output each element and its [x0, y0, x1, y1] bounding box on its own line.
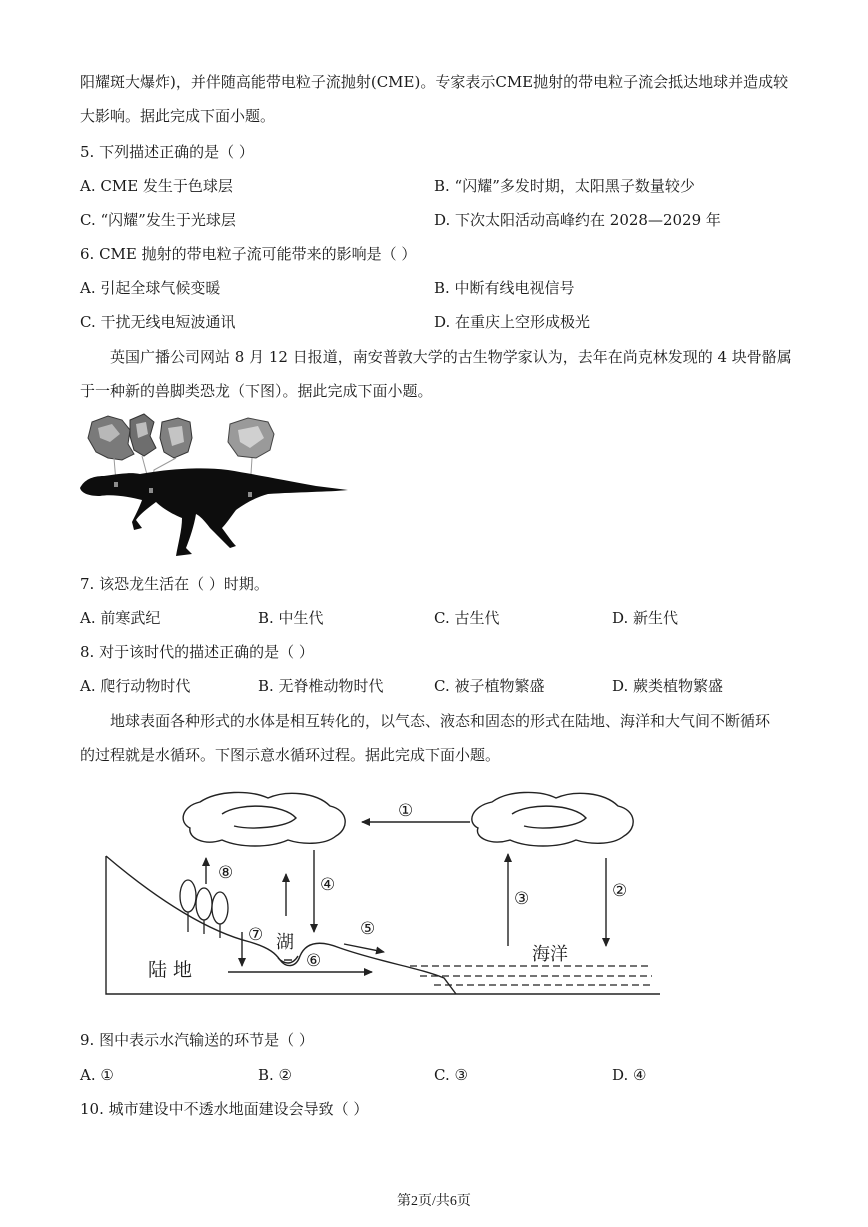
question-5-option-d[interactable]: D. 下次太阳活动高峰约在 2028—2029 年 — [434, 211, 721, 229]
dinosaur-silhouette — [80, 468, 348, 556]
question-7-option-b[interactable]: B. 中生代 — [258, 609, 324, 627]
question-5-option-c[interactable]: C. “闪耀”发生于光球层 — [80, 211, 236, 229]
question-7-option-c[interactable]: C. 古生代 — [434, 609, 500, 627]
label-ocean: 海洋 — [532, 944, 568, 965]
label-4: ④ — [320, 875, 336, 895]
passage-dino-line-1: 英国广播公司网站 8 月 12 日报道，南安普敦大学的古生物学家认为，去年在尚克林发现的 4 块骨骼属 — [110, 348, 792, 366]
label-land: 陆 地 — [148, 959, 193, 981]
label-1: ① — [398, 801, 414, 821]
label-6: ⑥ — [306, 951, 322, 971]
passage-dino-line-2: 于一种新的兽脚类恐龙（下图）。据此完成下面小题。 — [80, 382, 433, 400]
question-5-stem: 5. 下列描述正确的是（ ） — [80, 143, 254, 161]
passage-water-line-2: 的过程就是水循环。下图示意水循环过程。据此完成下面小题。 — [80, 746, 501, 764]
dinosaur-figure — [78, 408, 353, 560]
label-lake: 湖 — [276, 932, 294, 953]
passage-cme-line-2: 大影响。据此完成下面小题。 — [80, 107, 276, 125]
question-8-option-b[interactable]: B. 无脊椎动物时代 — [258, 677, 384, 695]
question-6-option-b[interactable]: B. 中断有线电视信号 — [434, 279, 575, 297]
question-6-stem: 6. CME 抛射的带电粒子流可能带来的影响是（ ） — [80, 245, 417, 263]
question-10-stem: 10. 城市建设中不透水地面建设会导致（ ） — [80, 1100, 369, 1118]
ocean-cloud — [472, 792, 633, 846]
question-9-option-b[interactable]: B. ② — [258, 1066, 293, 1084]
question-8-option-d[interactable]: D. 蕨类植物繁盛 — [612, 677, 724, 695]
label-8: ⑧ — [218, 863, 234, 883]
bone-fossil-4 — [228, 418, 274, 458]
question-6-option-c[interactable]: C. 干扰无线电短波通讯 — [80, 313, 236, 331]
bone-fossil-1 — [88, 416, 134, 460]
question-5-option-a[interactable]: A. CME 发生于色球层 — [80, 177, 233, 195]
question-7-stem: 7. 该恐龙生活在（ ）时期。 — [80, 575, 269, 593]
question-5-option-b[interactable]: B. “闪耀”多发时期，太阳黑子数量较少 — [434, 177, 695, 195]
land-cloud — [183, 792, 345, 846]
passage-water-line-1: 地球表面各种形式的水体是相互转化的，以气态、液态和固态的形式在陆地、海洋和大气间不断循环 — [110, 712, 771, 730]
question-9-option-d[interactable]: D. ④ — [612, 1066, 647, 1084]
bone-fossil-2 — [130, 414, 156, 456]
question-7-option-a[interactable]: A. 前寒武纪 — [80, 609, 161, 627]
trees — [180, 880, 228, 938]
bone-fossil-3 — [160, 418, 192, 458]
label-5: ⑤ — [360, 919, 376, 939]
question-8-option-c[interactable]: C. 被子植物繁盛 — [434, 677, 545, 695]
page-footer: 第2页/共6页 — [397, 1194, 471, 1209]
water-cycle-diagram — [100, 782, 665, 1000]
question-6-option-d[interactable]: D. 在重庆上空形成极光 — [434, 313, 591, 331]
label-7: ⑦ — [248, 925, 264, 945]
question-8-option-a[interactable]: A. 爬行动物时代 — [80, 677, 191, 695]
label-2: ② — [612, 881, 628, 901]
question-9-stem: 9. 图中表示水汽输送的环节是（ ） — [80, 1031, 314, 1049]
question-7-option-d[interactable]: D. 新生代 — [612, 609, 679, 627]
question-9-option-c[interactable]: C. ③ — [434, 1066, 468, 1084]
label-3: ③ — [514, 889, 530, 909]
question-8-stem: 8. 对于该时代的描述正确的是（ ） — [80, 643, 314, 661]
question-9-option-a[interactable]: A. ① — [80, 1066, 114, 1084]
passage-cme-line-1: 阳耀斑大爆炸)，并伴随高能带电粒子流抛射(CME)。专家表示CME抛射的带电粒子流会抵达地球并造成较 — [80, 73, 789, 91]
question-6-option-a[interactable]: A. 引起全球气候变暖 — [80, 279, 221, 297]
